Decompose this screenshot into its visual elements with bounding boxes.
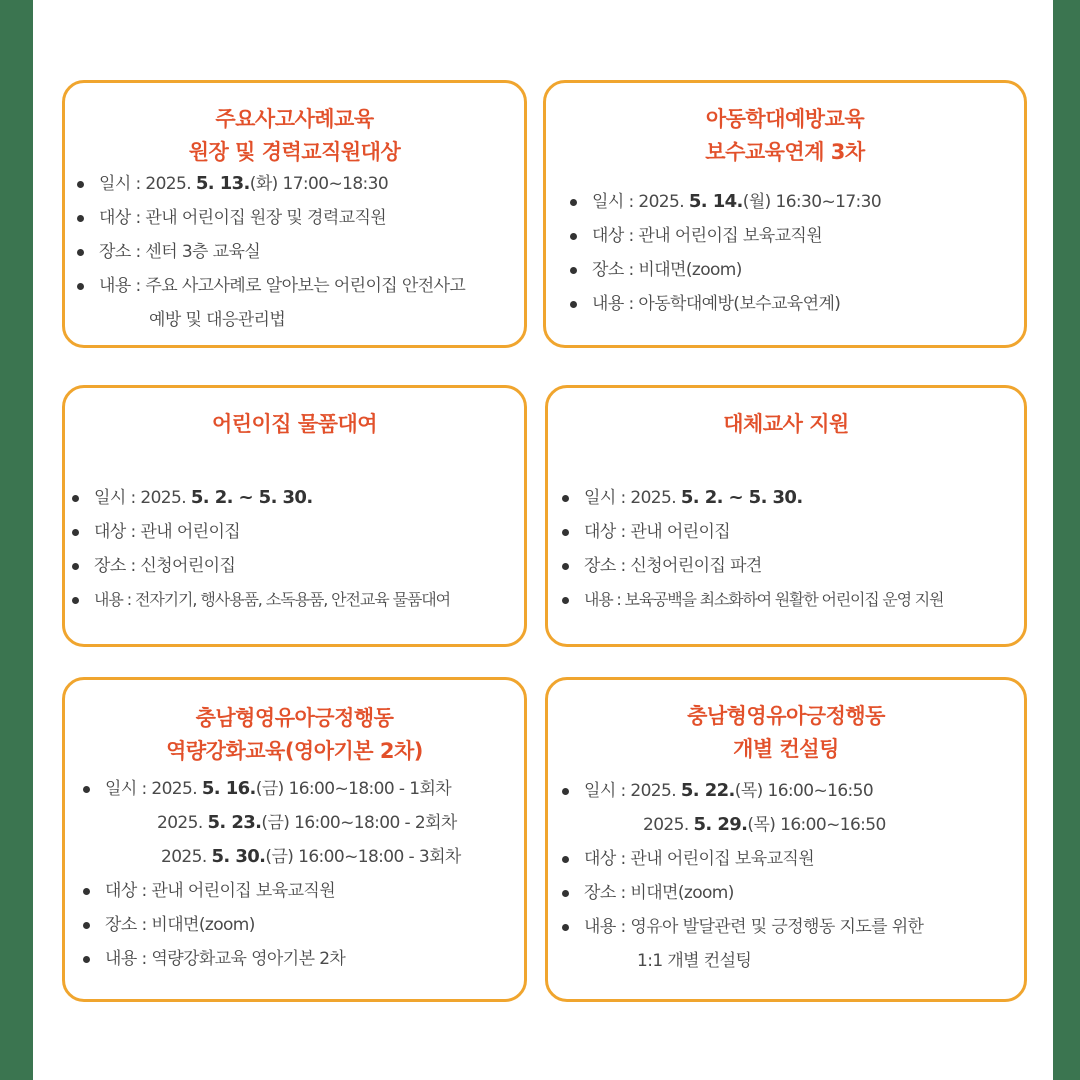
- detail-date: 일시 : 2025. 5. 2. ~ 5. 30.: [562, 481, 1024, 515]
- detail-date: 일시 : 2025. 5. 2. ~ 5. 30.: [72, 481, 524, 515]
- card-substitute-teacher: [545, 385, 1027, 647]
- detail-date: 일시 : 2025. 5. 22.(목) 16:00~16:50: [562, 774, 1024, 808]
- detail-list-rest: [83, 874, 524, 976]
- card-child-abuse-prevention: [543, 80, 1027, 348]
- card-positive-behavior-training: [62, 677, 527, 1002]
- detail-place: 장소 : 비대면(zoom): [570, 253, 1024, 287]
- detail-target: 대상 : 관내 어린이집: [562, 515, 1024, 549]
- detail-content: 내용 : 전자기기, 행사용품, 소독용품, 안전교육 물품대여: [72, 583, 524, 617]
- detail-date: 일시 : 2025. 5. 13.(화) 17:00~18:30: [77, 167, 524, 201]
- detail-place: 장소 : 비대면(zoom): [83, 908, 524, 942]
- detail-place: 장소 : 센터 3층 교육실: [77, 235, 524, 269]
- card-title: 아동학대예방교육: [705, 107, 865, 131]
- card-title: 충남형영유아긍정행동: [195, 706, 394, 730]
- detail-date: 일시 : 2025. 5. 16.(금) 16:00~18:00 - 1회차: [83, 772, 524, 806]
- detail-date: 일시 : 2025. 5. 14.(월) 16:30~17:30: [570, 185, 1024, 219]
- detail-content: 내용 : 보육공백을 최소화하여 원활한 어린이집 운영 지원: [562, 583, 1024, 617]
- detail-target: 대상 : 관내 어린이집 보육교직원: [83, 874, 524, 908]
- detail-place: 장소 : 신청어린이집 파견: [562, 549, 1024, 583]
- card-subtitle: 원장 및 경력교직원대상: [188, 140, 401, 164]
- detail-target: 대상 : 관내 어린이집 원장 및 경력교직원: [77, 201, 524, 235]
- detail-date-3: 2025. 5. 30.(금) 16:00~18:00 - 3회차: [161, 846, 461, 867]
- detail-list: [562, 481, 1024, 617]
- detail-target: 대상 : 관내 어린이집: [72, 515, 524, 549]
- detail-content-continued: 1:1 개별 컨설팅: [637, 951, 752, 971]
- detail-target: 대상 : 관내 어린이집 보육교직원: [562, 842, 1024, 876]
- card-subtitle: 개별 컨설팅: [733, 737, 839, 761]
- detail-content: 내용 : 역량강화교육 영아기본 2차: [83, 942, 524, 976]
- card-title: 어린이집 물품대여: [211, 412, 378, 436]
- detail-list: [570, 185, 1024, 321]
- card-title: 대체교사 지원: [723, 412, 849, 436]
- detail-content-continued: 예방 및 대응관리법: [149, 310, 286, 330]
- detail-list: [83, 772, 524, 806]
- detail-content: 내용 : 영유아 발달관련 및 긍정행동 지도를 위한: [562, 910, 1024, 944]
- card-accident-education: [62, 80, 527, 348]
- card-equipment-rental: [62, 385, 527, 647]
- detail-list-rest: [562, 842, 1024, 944]
- detail-date-2: 2025. 5. 29.(목) 16:00~16:50: [643, 814, 886, 835]
- card-subtitle: 보수교육연계 3차: [705, 140, 865, 164]
- detail-list: [77, 167, 524, 303]
- detail-list: [562, 774, 1024, 808]
- detail-target: 대상 : 관내 어린이집 보육교직원: [570, 219, 1024, 253]
- detail-date-2: 2025. 5. 23.(금) 16:00~18:00 - 2회차: [157, 812, 457, 833]
- detail-place: 장소 : 신청어린이집: [72, 549, 524, 583]
- detail-place: 장소 : 비대면(zoom): [562, 876, 1024, 910]
- card-subtitle: 역량강화교육(영아기본 2차): [166, 739, 423, 763]
- card-individual-consulting: [545, 677, 1027, 1002]
- detail-list: [72, 481, 524, 617]
- detail-content: 내용 : 아동학대예방(보수교육연계): [570, 287, 1024, 321]
- card-title: 충남형영유아긍정행동: [687, 704, 885, 728]
- detail-content: 내용 : 주요 사고사례로 알아보는 어린이집 안전사고: [77, 269, 524, 303]
- card-title: 주요사고사례교육: [215, 107, 374, 131]
